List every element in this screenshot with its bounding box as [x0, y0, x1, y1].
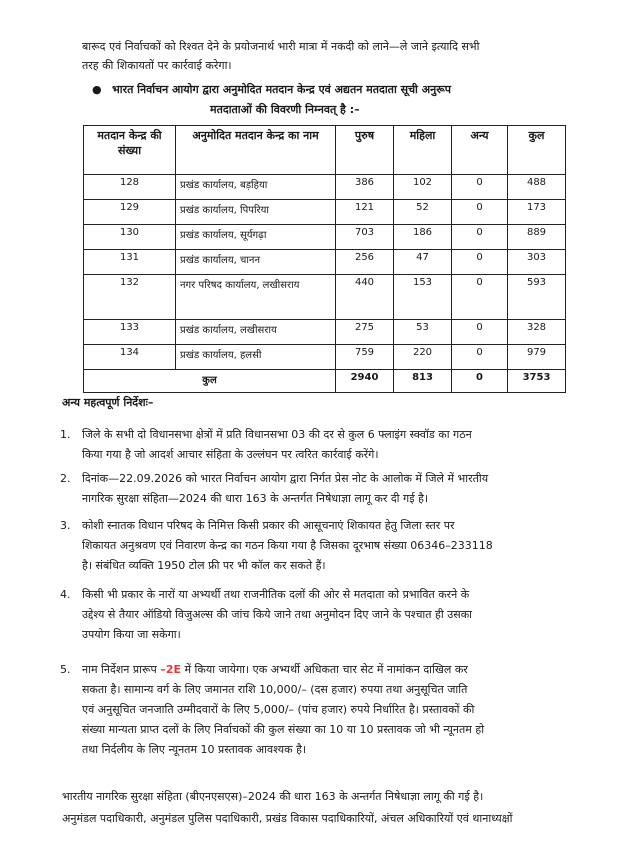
total-all: 3753 — [508, 370, 566, 393]
cell-booth-name: नगर परिषद कार्यालय, लखीसराय — [176, 275, 336, 320]
cell-booth-number: 133 — [84, 320, 176, 345]
header-other: अन्य — [452, 126, 508, 175]
section-heading: अन्य महत्वपूर्ण निर्देशः– — [62, 396, 154, 409]
list-item — [60, 660, 485, 760]
cell-other: 0 — [452, 320, 508, 345]
bullet-line-2: मतदाताओं की विवरणी निम्नवत् है :– — [210, 103, 360, 116]
cell-male: 386 — [336, 175, 394, 200]
cell-booth-number: 131 — [84, 250, 176, 275]
intro-line-2: तरह की शिकायतों पर कार्रवाई करेगा। — [82, 59, 232, 72]
item-text: में किया जायेगा। एक अभ्यर्थी अधिकता चार सेट में नामांकन दाखिल कर — [180, 663, 468, 676]
header-total: कुल — [508, 126, 566, 175]
cell-booth-number: 132 — [84, 275, 176, 320]
cell-total: 593 — [508, 275, 566, 320]
list-item — [60, 469, 489, 509]
item-line: दिनांक—22.09.2026 को भारत निर्वाचन आयोग द्वारा निर्गत प्रेस नोट के आलोक में जिले में भारतीय — [82, 472, 489, 485]
cell-booth-number: 130 — [84, 225, 176, 250]
item-line: जिले के सभी दो विधानसभा क्षेत्रों में प्रति विधानसभा 03 की दर से कुल 6 फ्लाइंग स्क्वॉड का गठन — [82, 428, 472, 441]
list-item — [60, 585, 472, 645]
table-row — [84, 320, 566, 345]
table-row — [84, 225, 566, 250]
cell-male: 121 — [336, 200, 394, 225]
item-line: तथा निर्दलीय के लिए न्यूनतम 10 प्रस्तावक आवश्यक है। — [82, 743, 307, 756]
cell-other: 0 — [452, 275, 508, 320]
voter-table — [83, 125, 566, 393]
form-code: –2E — [160, 663, 181, 676]
item-line: किया गया है जो आदर्श आचार संहिता के उल्लंघन पर त्वरित कार्रवाई करेंगे। — [82, 448, 379, 461]
cell-booth-name: प्रखंड कार्यालय, पिपरिया — [176, 200, 336, 225]
header-male: पुरुष — [336, 126, 394, 175]
cell-booth-name: प्रखंड कार्यालय, हलसी — [176, 345, 336, 370]
total-label: कुल — [84, 370, 336, 393]
intro-line-1: बारूद एवं निर्वाचकों को रिश्वत देने के प्रयोजनार्थ भारी मात्रा में नकदी को लाने—ले जाने इत्यादि सभी — [82, 40, 480, 53]
item-line: सकता है। सामान्य वर्ग के लिए जमानत राशि 10,000/– (दस हजार) रुपया तथा अनुसूचित जाति — [82, 683, 468, 696]
item-number: 5. — [60, 663, 71, 676]
header-booth-name: अनुमोदित मतदान केन्द्र का नाम — [176, 126, 336, 175]
item-line — [82, 660, 484, 680]
cell-total: 303 — [508, 250, 566, 275]
cell-total: 328 — [508, 320, 566, 345]
closing-line-1: भारतीय नागरिक सुरक्षा संहिता (बीएनएसएस)–2024 की धारा 163 के अन्तर्गत निषेधाज्ञा लागू की गई है। — [62, 790, 484, 803]
item-number: 4. — [60, 588, 71, 601]
table-row — [84, 345, 566, 370]
total-male: 2940 — [336, 370, 394, 393]
total-other: 0 — [452, 370, 508, 393]
item-number: 1. — [60, 428, 71, 441]
table-row — [84, 175, 566, 200]
item-line: कोशी स्नातक विधान परिषद के निमित्त किसी प्रकार की आसूचनाएं शिकायत हेतु जिला स्तर पर — [82, 519, 455, 532]
cell-female: 153 — [394, 275, 452, 320]
item-text: नाम निर्देशन प्रारूप — [82, 663, 161, 676]
table-row — [84, 200, 566, 225]
table-row — [84, 275, 566, 320]
item-line: किसी भी प्रकार के नारों या अभ्यर्थी तथा राजनीतिक दलों की ओर से मतदाता को प्रभावित करने के — [82, 588, 470, 601]
cell-booth-name: प्रखंड कार्यालय, चानन — [176, 250, 336, 275]
cell-booth-number: 134 — [84, 345, 176, 370]
header-female: महिला — [394, 126, 452, 175]
cell-other: 0 — [452, 250, 508, 275]
cell-male: 256 — [336, 250, 394, 275]
item-line: एवं अनुसूचित जनजाति उम्मीदवारों के लिए 5,000/– (पांच हजार) रुपये निर्धारित है। प्रस्तावकों की — [82, 703, 475, 716]
item-line: उद्देश्य से तैयार ऑडियो विजुअल्स की जांच किये जाने तथा अनुमोदन दिए जाने के पश्चात ही उसका — [82, 608, 472, 621]
cell-male: 275 — [336, 320, 394, 345]
item-line: संख्या मान्यता प्राप्त दलों के लिए निर्वाचकों की कुल संख्या का 10 या 10 प्रस्तावक जो भी न्यूनतम हो — [82, 723, 485, 736]
cell-booth-name: प्रखंड कार्यालय, लखीसराय — [176, 320, 336, 345]
cell-total: 889 — [508, 225, 566, 250]
cell-total: 488 — [508, 175, 566, 200]
bullet-icon: ● — [92, 83, 102, 96]
cell-total: 979 — [508, 345, 566, 370]
cell-other: 0 — [452, 225, 508, 250]
header-booth-number: मतदान केन्द्र की संख्या — [84, 126, 176, 175]
cell-male: 759 — [336, 345, 394, 370]
cell-booth-name: प्रखंड कार्यालय, बड़हिया — [176, 175, 336, 200]
item-number: 2. — [60, 472, 71, 485]
cell-female: 102 — [394, 175, 452, 200]
item-line: उपयोग किया जा सकेगा। — [82, 628, 181, 641]
list-item — [60, 516, 493, 576]
table-row — [84, 250, 566, 275]
table-header-row — [84, 126, 566, 175]
total-female: 813 — [394, 370, 452, 393]
table-total-row — [84, 370, 566, 393]
cell-other: 0 — [452, 175, 508, 200]
cell-other: 0 — [452, 200, 508, 225]
cell-male: 703 — [336, 225, 394, 250]
item-line: शिकायत अनुश्रवण एवं निवारण केन्द्र का गठन किया गया है जिसका दूरभाष संख्या 06346–233118 — [82, 539, 493, 552]
bullet-line-1: भारत निर्वाचन आयोग द्वारा अनुमोदित मतदान केन्द्र एवं अद्यतन मतदाता सूची अनुरूप — [112, 83, 452, 96]
cell-female: 47 — [394, 250, 452, 275]
cell-booth-number: 128 — [84, 175, 176, 200]
cell-total: 173 — [508, 200, 566, 225]
item-number: 3. — [60, 519, 71, 532]
cell-female: 53 — [394, 320, 452, 345]
cell-female: 52 — [394, 200, 452, 225]
cell-female: 220 — [394, 345, 452, 370]
item-line: नागरिक सुरक्षा संहिता—2024 की धारा 163 के अन्तर्गत निषेधाज्ञा लागू कर दी गई है। — [82, 492, 429, 505]
cell-booth-name: प्रखंड कार्यालय, सूर्यगढ़ा — [176, 225, 336, 250]
cell-male: 440 — [336, 275, 394, 320]
closing-line-2: अनुमंडल पदाधिकारी, अनुमंडल पुलिस पदाधिकारी, प्रखंड विकास पदाधिकारियों, अंचल अधिकारियों एवं थानाध्यक्षों — [62, 812, 513, 825]
cell-female: 186 — [394, 225, 452, 250]
list-item — [60, 425, 472, 465]
cell-other: 0 — [452, 345, 508, 370]
item-line: है। संबंधित व्यक्ति 1950 टोल फ्री पर भी कॉल कर सकते हैं। — [82, 559, 326, 572]
cell-booth-number: 129 — [84, 200, 176, 225]
